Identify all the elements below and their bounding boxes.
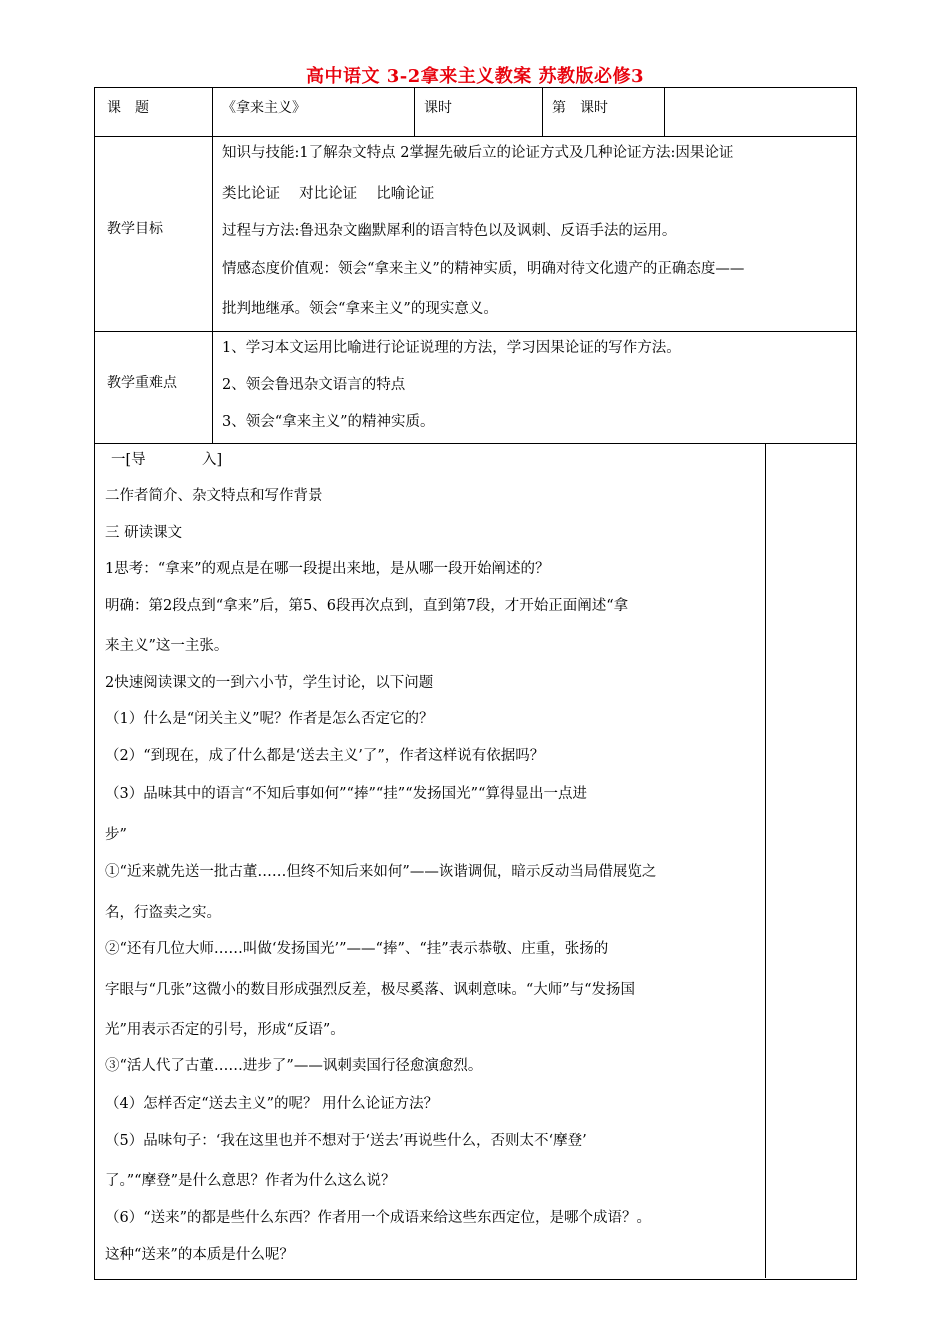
process-line: （6）“送来”的都是些什么东西？作者用一个成语来给这些东西定位，是哪个成语？。: [105, 1210, 652, 1226]
objectives-label: 教学目标: [107, 221, 163, 237]
process-line: 明确：第2段点到“拿来”后，第5、6段再次点到，直到第7段，才开始正面阐述“拿: [105, 598, 629, 614]
process-line: 2快速阅读课文的一到六小节，学生讨论，以下问题: [105, 675, 434, 691]
process-line: ②“还有几位大师……叫做‘发扬国光’”——“捧”、“挂”表示恭敬、庄重，张扬的: [105, 941, 609, 957]
process-line: （1）什么是“闭关主义”呢？作者是怎么否定它的？: [105, 711, 434, 727]
objective-line: 批判地继承。领会“拿来主义”的现实意义。: [222, 301, 498, 317]
keypoint-line: 3、领会“拿来主义”的精神实质。: [222, 414, 435, 430]
keypoints-label: 教学重难点: [107, 375, 177, 391]
intro-heading-start: 一[导: [111, 452, 146, 468]
topic-label: 课 题: [107, 100, 149, 116]
objective-line: 过程与方法:鲁迅杂文幽默犀利的语言特色以及讽刺、反语手法的运用。: [222, 223, 677, 239]
objective-line: 情感态度价值观：领会“拿来主义”的精神实质，明确对待文化遗产的正确态度——: [222, 261, 745, 277]
row-divider: [95, 136, 856, 137]
notes-column-divider: [765, 443, 766, 1278]
column-divider: [542, 88, 543, 136]
period-value: 第 课时: [552, 100, 608, 116]
period-label: 课时: [424, 100, 452, 116]
column-divider: [212, 88, 213, 443]
process-line: （5）品味句子：‘我在这里也并不想对于‘送去’再说些什么，否则太不‘摩登’: [105, 1133, 587, 1149]
process-line: 光”用表示否定的引号，形成“反语”。: [105, 1022, 345, 1038]
process-line: 1思考：“拿来”的观点是在哪一段提出来地，是从哪一段开始阐述的？: [105, 561, 550, 577]
document-title: 高中语文 3-2拿来主义教案 苏教版必修3: [305, 66, 645, 87]
process-line: 步”: [105, 827, 127, 843]
process-line: 二作者简介、杂文特点和写作背景: [105, 488, 323, 504]
topic-value: 《拿来主义》: [222, 100, 306, 116]
keypoint-line: 1、学习本文运用比喻进行论证说理的方法，学习因果论证的写作方法。: [222, 340, 681, 356]
process-line: 了。”“摩登”是什么意思？作者为什么这么说？: [105, 1173, 396, 1189]
process-line: 这种“送来”的本质是什么呢？: [105, 1247, 294, 1263]
process-line: 名，行盗卖之实。: [105, 905, 221, 921]
process-line: 三 研读课文: [105, 525, 183, 541]
row-divider: [95, 331, 856, 332]
process-line: （2）“到现在，成了什么都是‘送去主义’了”，作者这样说有依据吗？: [105, 748, 545, 764]
keypoint-line: 2、领会鲁迅杂文语言的特点: [222, 377, 406, 393]
objective-line: 知识与技能:1了解杂文特点 2掌握先破后立的论证方式及几种论证方法:因果论证: [222, 145, 734, 161]
lesson-info-table: [94, 87, 857, 444]
process-line: 来主义”这一主张。: [105, 638, 229, 654]
process-line: 字眼与“几张”这微小的数目形成强烈反差，极尽奚落、讽刺意味。“大师”与“发扬国: [105, 982, 636, 998]
objective-line: 类比论证 对比论证 比喻论证: [222, 186, 435, 202]
process-line: （3）品味其中的语言“不知后事如何”“捧”“挂”“发扬国光”“算得显出一点进: [105, 786, 587, 802]
column-divider: [664, 88, 665, 136]
teaching-process-table: [94, 443, 857, 1280]
process-line: ①“近来就先送一批古董……但终不知后来如何”——诙谐调侃，暗示反动当局借展览之: [105, 864, 657, 880]
process-line: （4）怎样否定“送去主义”的呢？ 用什么论证方法？: [105, 1096, 439, 1112]
intro-heading-end: 入]: [202, 452, 223, 468]
column-divider: [414, 88, 415, 136]
process-line: ③“活人代了古董……进步了”——讽刺卖国行径愈演愈烈。: [105, 1058, 483, 1074]
